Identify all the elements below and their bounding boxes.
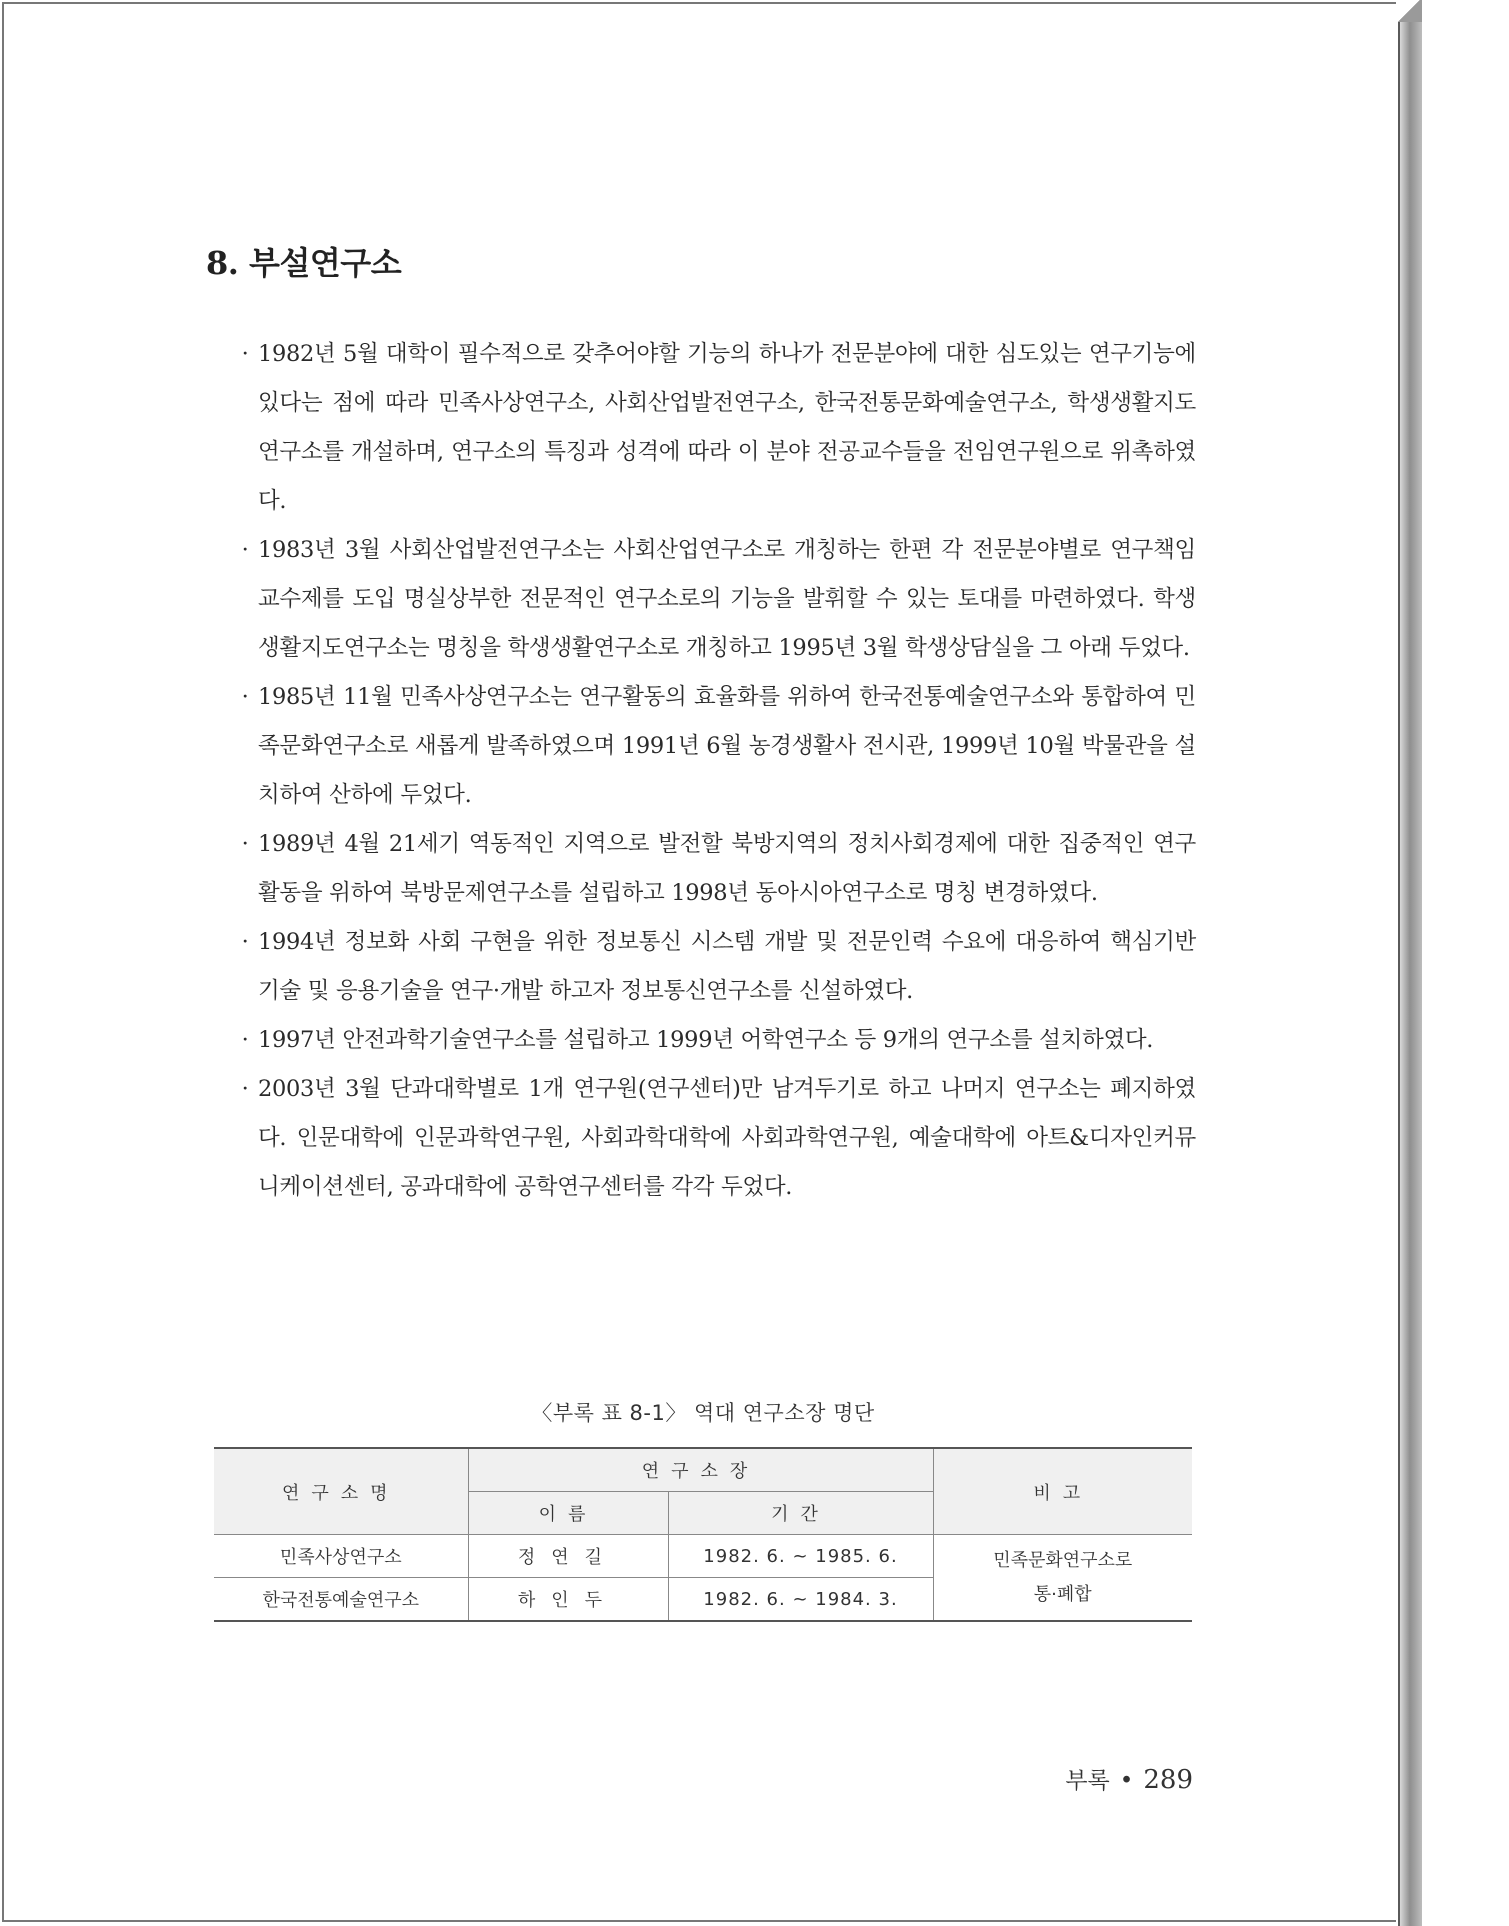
page-number: 289	[1143, 1765, 1193, 1795]
bullet: ·	[241, 537, 249, 563]
cell-period: 1982. 6. ~ 1984. 3.	[668, 1578, 933, 1622]
paragraph	[241, 673, 1196, 820]
cell-period: 1982. 6. ~ 1985. 6.	[668, 1535, 933, 1578]
footer-separator: •	[1119, 1768, 1134, 1794]
table-caption: 〈부록 표 8-1〉 역대 연구소장 명단	[531, 1401, 875, 1425]
cell-institute: 민족사상연구소	[214, 1535, 468, 1578]
bullet: ·	[241, 1027, 249, 1053]
cell-institute: 한국전통예술연구소	[214, 1578, 468, 1622]
bullet: ·	[241, 684, 249, 710]
paragraph-text: 1985년 11월 민족사상연구소는 연구활동의 효율화를 위하여 한국전통예술연구소와 통합하여 민족문화연구소로 새롭게 발족하였으며 1991년 6월 농경생활사 전시관, 1999년 10월 박물관을 설치하여 산하에 두었다.	[258, 684, 1196, 808]
bullet: ·	[241, 1076, 249, 1102]
footer-label: 부록	[1065, 1768, 1110, 1794]
page-edge	[1398, 0, 1422, 1926]
page-footer	[1065, 1762, 1193, 1795]
remark-line: 민족문화연구소로	[993, 1549, 1133, 1571]
paragraph-text: 2003년 3월 단과대학별로 1개 연구원(연구센터)만 남겨두기로 하고 나머지 연구소는 폐지하였다. 인문대학에 인문과학연구원, 사회과학대학에 사회과학연구원, 예술대학에 아트&디자인커뮤니케이션센터, 공과대학에 공학연구센터를 각각 두었다.	[258, 1076, 1196, 1200]
header-period: 기간	[668, 1492, 933, 1535]
paragraph-text: 1983년 3월 사회산업발전연구소는 사회산업연구소로 개칭하는 한편 각 전문분야별로 연구책임교수제를 도입 명실상부한 전문적인 연구소로의 기능을 발휘할 수 있는 토대를 마련하였다. 학생생활지도연구소는 명칭을 학생생활연구소로 개칭하고 1995년 3월 학생상담실을 그 아래 두었다.	[258, 537, 1196, 661]
directors-table	[214, 1447, 1192, 1622]
bullet: ·	[241, 341, 249, 367]
bullet: ·	[241, 831, 249, 857]
header-name: 이름	[468, 1492, 668, 1535]
header-director: 연구소장	[468, 1448, 933, 1492]
header-institute: 연구소명	[214, 1448, 468, 1535]
header-remark: 비고	[933, 1448, 1192, 1535]
paragraph	[241, 526, 1196, 673]
bullet: ·	[241, 929, 249, 955]
paragraph-text: 1989년 4월 21세기 역동적인 지역으로 발전할 북방지역의 정치사회경제에 대한 집중적인 연구활동을 위하여 북방문제연구소를 설립하고 1998년 동아시아연구소로 명칭 변경하였다.	[258, 831, 1196, 906]
paragraph	[241, 918, 1196, 1016]
paragraph	[241, 1016, 1196, 1065]
cell-name: 하인두	[468, 1578, 668, 1622]
paragraph-text: 1994년 정보화 사회 구현을 위한 정보통신 시스템 개발 및 전문인력 수요에 대응하여 핵심기반 기술 및 응용기술을 연구·개발 하고자 정보통신연구소를 신설하였다.	[258, 929, 1196, 1004]
paragraph	[241, 1065, 1196, 1212]
cell-remark	[933, 1535, 1192, 1622]
page-corner	[1396, 0, 1422, 22]
paragraph-text: 1997년 안전과학기술연구소를 설립하고 1999년 어학연구소 등 9개의 연구소를 설치하였다.	[258, 1027, 1154, 1053]
paragraph-list	[241, 330, 1196, 1212]
paragraph	[241, 820, 1196, 918]
cell-name: 정연길	[468, 1535, 668, 1578]
table-row	[214, 1535, 1192, 1578]
remark-line: 통·폐합	[1033, 1583, 1092, 1605]
paragraph	[241, 330, 1196, 526]
paragraph-text: 1982년 5월 대학이 필수적으로 갖추어야할 기능의 하나가 전문분야에 대한 심도있는 연구기능에 있다는 점에 따라 민족사상연구소, 사회산업발전연구소, 한국전통문화예술연구소, 학생생활지도연구소를 개설하며, 연구소의 특징과 성격에 따라 이 분야 전공교수들을 전임연구원으로 위촉하였다.	[258, 341, 1196, 514]
section-title: 8. 부설연구소	[206, 244, 402, 282]
